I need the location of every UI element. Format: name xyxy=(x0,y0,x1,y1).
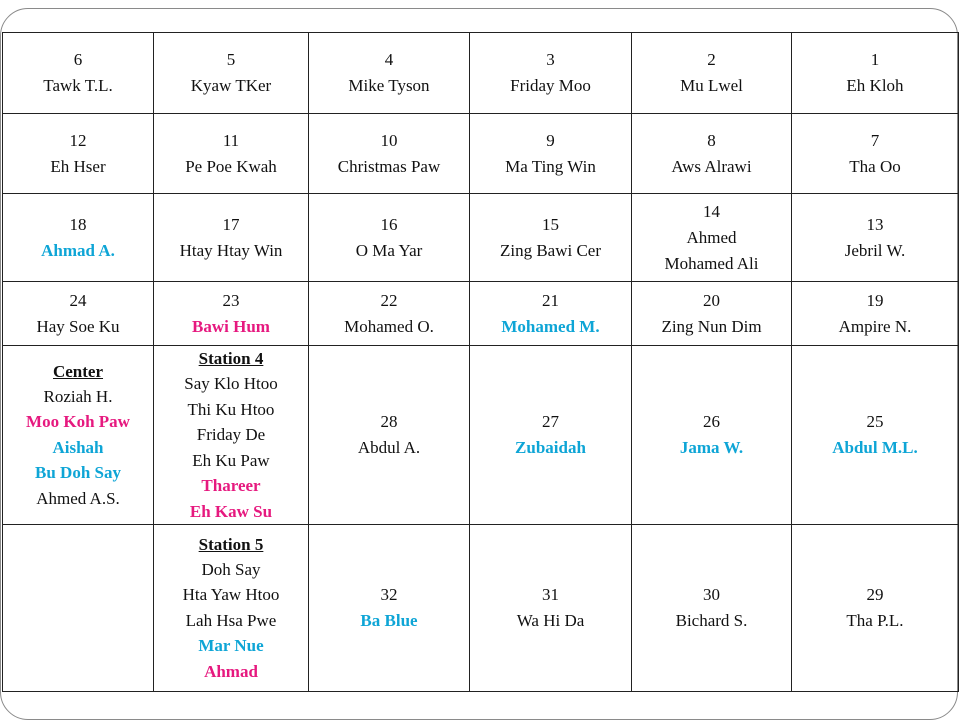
center-group-cell xyxy=(3,346,154,525)
seat-cell-9 xyxy=(470,114,632,194)
seat-cell-17 xyxy=(154,194,309,282)
seat-cell-19 xyxy=(792,282,959,346)
seat-cell-15 xyxy=(470,194,632,282)
group-title: Center xyxy=(52,361,104,381)
seat-number: 30 xyxy=(703,585,720,604)
student-name: Aishah xyxy=(52,437,104,457)
seat-number: 23 xyxy=(222,290,240,310)
student-name: Hta Yaw Htoo xyxy=(182,585,280,605)
seat-cell-6 xyxy=(3,33,154,114)
student-name-line1: Ahmed xyxy=(686,227,737,247)
seating-chart-table xyxy=(2,32,959,692)
table-row xyxy=(3,33,959,114)
seat-number: 28 xyxy=(380,412,398,431)
seat-number: 5 xyxy=(226,50,236,69)
seat-cell-8 xyxy=(632,114,792,194)
seat-cell-24 xyxy=(3,282,154,346)
student-name: Friday Moo xyxy=(510,76,591,95)
station-4-cell xyxy=(154,346,309,525)
seat-cell-11 xyxy=(154,114,309,194)
student-name: Jama W. xyxy=(679,438,744,457)
student-name: Zing Nun Dim xyxy=(661,316,762,336)
seat-number: 2 xyxy=(707,50,716,69)
student-name: Lah Hsa Pwe xyxy=(185,610,277,630)
student-name: Thareer xyxy=(201,476,261,495)
student-name: Tha P.L. xyxy=(846,611,904,630)
student-name: Jebril W. xyxy=(844,240,906,260)
seat-cell-22 xyxy=(309,282,470,346)
seat-number: 14 xyxy=(703,201,720,221)
seat-number: 27 xyxy=(542,412,559,431)
seat-cell-31 xyxy=(470,525,632,692)
seat-cell-13 xyxy=(792,194,959,282)
student-name: Tha Oo xyxy=(849,156,901,176)
student-name: Eh Ku Paw xyxy=(192,450,270,470)
seat-number: 4 xyxy=(384,50,394,69)
seat-number: 24 xyxy=(69,290,87,310)
student-name: Aws Alrawi xyxy=(671,156,752,176)
student-name: Thi Ku Htoo xyxy=(187,399,275,419)
student-name: Mohamed M. xyxy=(501,316,600,336)
seat-cell-29 xyxy=(792,525,959,692)
student-name: Doh Say xyxy=(201,559,261,579)
student-name: Bu Doh Say xyxy=(35,463,121,483)
student-name: Tawk T.L. xyxy=(43,76,113,95)
seat-cell-7 xyxy=(792,114,959,194)
student-name: Ahmad A. xyxy=(41,240,115,260)
seat-cell-21 xyxy=(470,282,632,346)
seat-number: 22 xyxy=(380,290,398,310)
table-row xyxy=(3,282,959,346)
seat-number: 13 xyxy=(866,214,884,234)
seat-number: 17 xyxy=(222,214,240,234)
student-name: Roziah H. xyxy=(43,386,113,406)
student-name: Ahmed A.S. xyxy=(36,488,120,508)
student-name: Mar Nue xyxy=(198,636,264,656)
seat-number: 19 xyxy=(866,290,884,310)
station-5-cell xyxy=(154,525,309,692)
seat-cell-2 xyxy=(632,33,792,114)
seat-cell-25 xyxy=(792,346,959,525)
group-title: Station 4 xyxy=(198,349,264,368)
seat-cell-32 xyxy=(309,525,470,692)
table-row xyxy=(3,114,959,194)
table-row xyxy=(3,525,959,692)
student-name: Ma Ting Win xyxy=(505,156,596,176)
student-name: Ahmad xyxy=(204,661,258,681)
student-name: Htay Htay Win xyxy=(179,240,283,260)
seat-cell-3 xyxy=(470,33,632,114)
student-name: O Ma Yar xyxy=(355,240,423,260)
student-name: Kyaw TKer xyxy=(190,76,272,95)
seat-number: 16 xyxy=(380,214,398,234)
student-name: Mike Tyson xyxy=(348,76,430,95)
seat-number: 25 xyxy=(866,412,884,431)
student-name: Hay Soe Ku xyxy=(36,316,120,336)
seat-cell-18 xyxy=(3,194,154,282)
student-name: Eh Kaw Su xyxy=(189,501,273,521)
student-name: Ba Blue xyxy=(360,611,418,630)
seat-number: 3 xyxy=(546,50,555,69)
seat-cell-12 xyxy=(3,114,154,194)
seat-cell-10 xyxy=(309,114,470,194)
seat-number: 20 xyxy=(703,290,720,310)
student-name: Bichard S. xyxy=(675,611,748,630)
seat-number: 29 xyxy=(866,585,884,604)
seat-cell-5 xyxy=(154,33,309,114)
seat-cell-26 xyxy=(632,346,792,525)
table-row xyxy=(3,194,959,282)
student-name: Zubaidah xyxy=(515,438,586,457)
student-name-line2: Mohamed Ali xyxy=(664,253,759,273)
seat-number: 9 xyxy=(546,130,555,150)
seat-number: 10 xyxy=(380,130,398,150)
seat-cell-16 xyxy=(309,194,470,282)
student-name: Eh Hser xyxy=(50,156,106,176)
seat-number: 15 xyxy=(542,214,559,234)
seat-cell-20 xyxy=(632,282,792,346)
seat-cell-27 xyxy=(470,346,632,525)
empty-cell xyxy=(3,525,154,692)
seat-number: 12 xyxy=(69,130,87,150)
seat-number: 6 xyxy=(73,50,83,69)
seat-number: 11 xyxy=(222,130,240,150)
seat-cell-14 xyxy=(632,194,792,282)
student-name: Mu Lwel xyxy=(680,76,743,95)
seat-number: 1 xyxy=(870,50,880,69)
student-name: Say Klo Htoo xyxy=(184,374,278,393)
student-name: Bawi Hum xyxy=(192,316,270,336)
seat-number: 18 xyxy=(69,214,87,234)
seat-cell-1 xyxy=(792,33,959,114)
student-name: Abdul A. xyxy=(357,438,421,457)
seat-cell-28 xyxy=(309,346,470,525)
student-name: Moo Koh Paw xyxy=(26,412,130,432)
seat-number: 21 xyxy=(542,290,559,310)
student-name: Friday De xyxy=(196,425,266,444)
seat-number: 26 xyxy=(703,412,720,431)
table-row xyxy=(3,346,959,525)
seat-number: 31 xyxy=(542,585,559,604)
seat-number: 7 xyxy=(870,130,880,150)
group-title: Station 5 xyxy=(198,534,264,554)
student-name: Christmas Paw xyxy=(337,156,441,176)
student-name: Ampire N. xyxy=(838,316,912,336)
seat-number: 8 xyxy=(707,130,716,150)
seat-cell-23 xyxy=(154,282,309,346)
seat-cell-4 xyxy=(309,33,470,114)
student-name: Zing Bawi Cer xyxy=(499,240,602,260)
student-name: Abdul M.L. xyxy=(832,438,918,457)
student-name: Mohamed O. xyxy=(344,316,434,336)
student-name: Eh Kloh xyxy=(846,76,904,95)
seat-cell-30 xyxy=(632,525,792,692)
student-name: Wa Hi Da xyxy=(516,611,585,630)
student-name: Pe Poe Kwah xyxy=(185,156,277,176)
seat-number: 32 xyxy=(380,585,398,604)
